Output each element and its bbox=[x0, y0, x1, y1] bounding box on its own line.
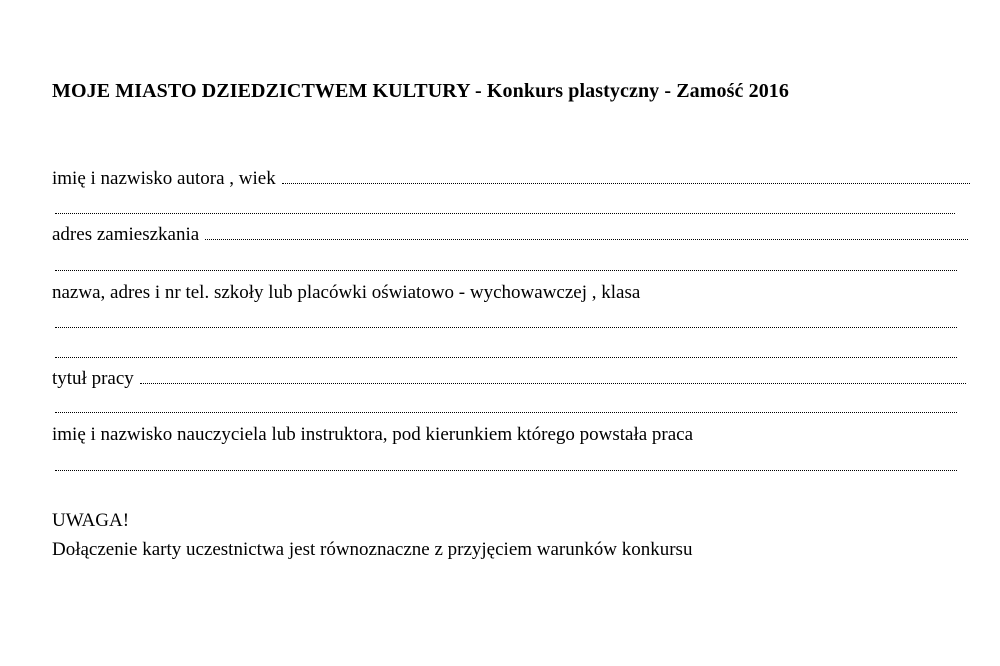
address-dotted-line bbox=[205, 238, 968, 240]
address-field-label: adres zamieszkania bbox=[52, 224, 200, 245]
teacher-field-label: imię i nazwisko nauczyciela lub instruktora, pod kierunkiem którego powstała praca bbox=[52, 424, 694, 445]
author-dotted-line-2 bbox=[55, 213, 955, 214]
teacher-field-row bbox=[52, 424, 693, 446]
address-field-row bbox=[52, 224, 968, 246]
note-heading: UWAGA! bbox=[52, 510, 130, 531]
work-title-dotted-line-2 bbox=[55, 412, 957, 413]
author-field-row bbox=[52, 168, 970, 190]
work-title-row bbox=[52, 368, 966, 390]
teacher-dotted-line bbox=[55, 470, 957, 471]
school-field-label: nazwa, adres i nr tel. szkoły lub placówki oświatowo - wychowawczej , klasa bbox=[52, 282, 641, 303]
form-title: MOJE MIASTO DZIEDZICTWEM KULTURY - Konkurs plastyczny - Zamość 2016 bbox=[52, 80, 790, 102]
author-field-label: imię i nazwisko autora , wiek bbox=[52, 168, 276, 189]
address-dotted-line-2 bbox=[55, 270, 957, 271]
school-dotted-line-1 bbox=[55, 327, 957, 328]
school-dotted-line-2 bbox=[55, 357, 957, 358]
note-text: Dołączenie karty uczestnictwa jest równoznaczne z przyjęciem warunków konkursu bbox=[52, 539, 693, 560]
school-field-row bbox=[52, 282, 640, 304]
work-title-dotted-line bbox=[140, 382, 966, 384]
author-dotted-line bbox=[282, 182, 970, 184]
work-title-label: tytuł pracy bbox=[52, 368, 134, 389]
